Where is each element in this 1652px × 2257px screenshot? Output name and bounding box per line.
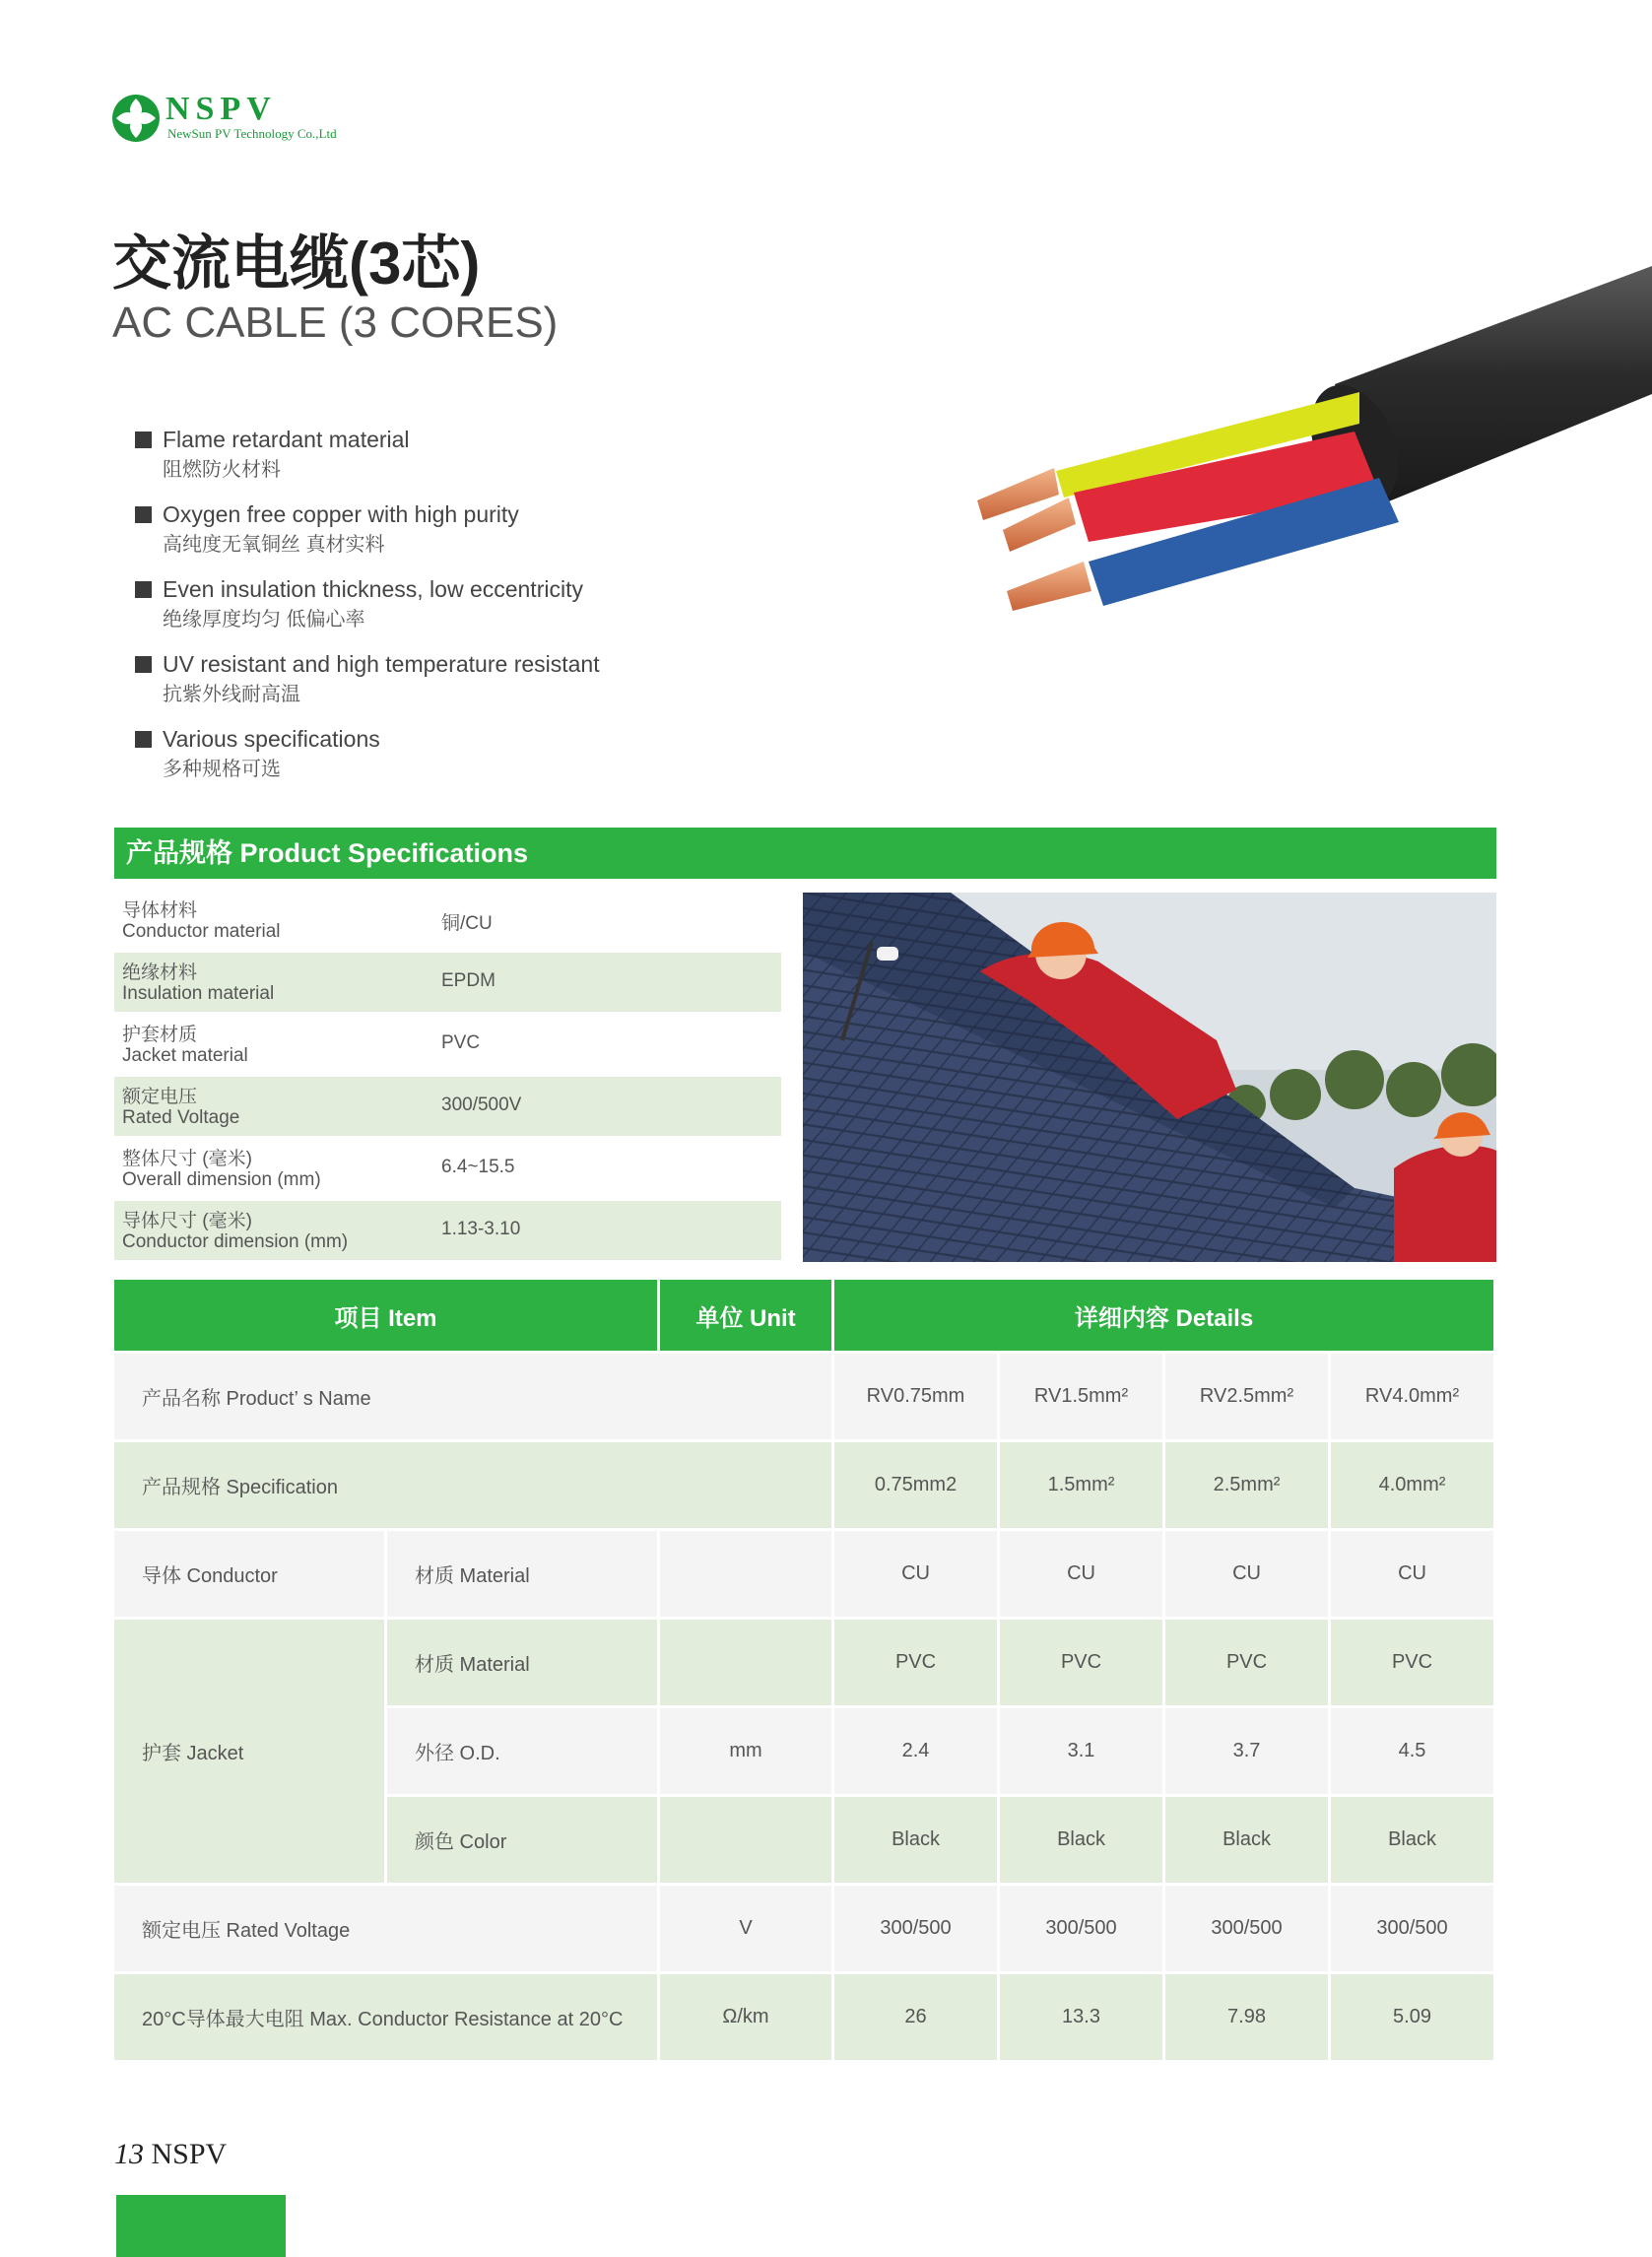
spec-value: 300/500V (441, 1095, 522, 1115)
table-row (114, 1886, 1493, 1971)
logo-subtitle: NewSun PV Technology Co.,Ltd (167, 126, 337, 141)
cell: 26 (834, 1974, 997, 2060)
row-label: 额定电压 Rated Voltage (114, 1886, 657, 1971)
cell: 4.0mm² (1331, 1442, 1493, 1528)
cell-unit (660, 1620, 831, 1705)
cable-illustration (965, 266, 1652, 631)
feature-cn: 高纯度无氧铜丝 真材实料 (163, 534, 385, 556)
details-table (111, 1277, 1496, 2063)
cell-unit (660, 1531, 831, 1617)
cell: 0.75mm2 (834, 1442, 997, 1528)
table-row (114, 1442, 1493, 1528)
cell: 2.4 (834, 1708, 997, 1794)
cell: Black (834, 1797, 997, 1883)
cell: 3.7 (1165, 1708, 1328, 1794)
table-row (114, 1531, 1493, 1617)
spec-value: 6.4~15.5 (441, 1157, 515, 1177)
bullet-square-icon (135, 581, 152, 598)
feature-list (135, 424, 687, 798)
table-row (114, 1620, 1493, 1705)
cell: 4.5 (1331, 1708, 1493, 1794)
cell-unit: mm (660, 1708, 831, 1794)
feature-en: Various specifications (163, 726, 380, 752)
feature-item (135, 424, 687, 498)
spec-row (114, 1139, 781, 1198)
solar-installation-photo (803, 893, 1496, 1262)
spec-label: 护套材质 Jacket material (122, 1025, 248, 1066)
cell: PVC (1331, 1620, 1493, 1705)
cell: 5.09 (1331, 1974, 1493, 2060)
row-label: 产品规格 Specification (114, 1442, 831, 1528)
cell: Black (1000, 1797, 1162, 1883)
logo-brand: NSPV (165, 91, 277, 127)
cell: PVC (1000, 1620, 1162, 1705)
page-number: 13 (114, 2138, 144, 2170)
spec-row (114, 953, 781, 1012)
spec-label: 整体尺寸 (毫米) Overall dimension (mm) (122, 1149, 321, 1190)
cell: PVC (834, 1620, 997, 1705)
bullet-square-icon (135, 431, 152, 448)
cell: PVC (1165, 1620, 1328, 1705)
feature-en: UV resistant and high temperature resistant (163, 651, 600, 677)
row-sublabel: 颜色 Color (387, 1797, 657, 1883)
feature-en: Flame retardant material (163, 427, 410, 452)
cell: 2.5mm² (1165, 1442, 1328, 1528)
cell: CU (1331, 1531, 1493, 1617)
row-label: 导体 Conductor (114, 1531, 384, 1617)
header-unit: 单位 Unit (660, 1280, 831, 1351)
spec-value: PVC (441, 1032, 481, 1053)
cell-unit: V (660, 1886, 831, 1971)
bullet-square-icon (135, 656, 152, 673)
feature-cn: 抗紫外线耐高温 (163, 684, 300, 705)
cell: RV4.0mm² (1331, 1354, 1493, 1439)
cell: 300/500 (834, 1886, 997, 1971)
table-row (114, 1974, 1493, 2060)
cell: 300/500 (1000, 1886, 1162, 1971)
logo-leaf-icon (110, 93, 162, 144)
product-spec-header: 产品规格 Product Specifications (114, 828, 1496, 879)
bullet-square-icon (135, 506, 152, 523)
spec-value: 铜/CU (441, 913, 493, 934)
table-row (114, 1354, 1493, 1439)
header-details: 详细内容 Details (834, 1280, 1493, 1351)
spec-label: 导体材料 Conductor material (122, 900, 281, 942)
feature-item (135, 573, 687, 648)
cell: CU (1165, 1531, 1328, 1617)
cell: 300/500 (1331, 1886, 1493, 1971)
row-label: 产品名称 Product’ s Name (114, 1354, 831, 1439)
cell: RV0.75mm (834, 1354, 997, 1439)
feature-en: Oxygen free copper with high purity (163, 501, 519, 527)
page-title-cn: 交流电缆(3芯) (112, 231, 481, 297)
page-title-en: AC CABLE (3 CORES) (112, 299, 559, 347)
cell-unit (660, 1797, 831, 1883)
table-header-row (114, 1280, 1493, 1351)
page-footer (114, 2138, 227, 2171)
cell: 300/500 (1165, 1886, 1328, 1971)
spec-list (114, 891, 781, 1263)
spec-label: 导体尺寸 (毫米) Conductor dimension (mm) (122, 1211, 349, 1252)
cell: 3.1 (1000, 1708, 1162, 1794)
cell-unit: Ω/km (660, 1974, 831, 2060)
spec-value: 1.13-3.10 (441, 1219, 521, 1239)
feature-cn: 绝缘厚度均匀 低偏心率 (163, 609, 365, 631)
row-label: 护套 Jacket (114, 1620, 384, 1883)
bullet-square-icon (135, 731, 152, 748)
spec-label: 绝缘材料 Insulation material (122, 963, 275, 1004)
spec-label: 额定电压 Rated Voltage (122, 1087, 240, 1128)
cell: 1.5mm² (1000, 1442, 1162, 1528)
footer-accent-bar (116, 2195, 286, 2257)
feature-item (135, 648, 687, 723)
cell: RV1.5mm² (1000, 1354, 1162, 1439)
feature-item (135, 723, 687, 798)
row-label: 20°C导体最大电阻 Max. Conductor Resistance at 20°C (114, 1974, 657, 2060)
spec-value: EPDM (441, 970, 496, 991)
feature-cn: 阻燃防火材料 (163, 459, 281, 481)
spec-row (114, 891, 781, 950)
feature-en: Even insulation thickness, low eccentricity (163, 576, 583, 602)
cell: RV2.5mm² (1165, 1354, 1328, 1439)
spec-row (114, 1015, 781, 1074)
cell: CU (1000, 1531, 1162, 1617)
row-sublabel: 材质 Material (387, 1620, 657, 1705)
spec-row (114, 1077, 781, 1136)
company-logo (110, 91, 396, 150)
row-sublabel: 外径 O.D. (387, 1708, 657, 1794)
feature-item (135, 498, 687, 573)
cell: Black (1165, 1797, 1328, 1883)
cell: 13.3 (1000, 1974, 1162, 2060)
feature-cn: 多种规格可选 (163, 759, 281, 780)
cell: CU (834, 1531, 997, 1617)
header-item: 项目 Item (114, 1280, 657, 1351)
spec-row (114, 1201, 781, 1260)
cell: Black (1331, 1797, 1493, 1883)
row-sublabel: 材质 Material (387, 1531, 657, 1617)
cell: 7.98 (1165, 1974, 1328, 2060)
footer-brand: NSPV (151, 2138, 228, 2170)
